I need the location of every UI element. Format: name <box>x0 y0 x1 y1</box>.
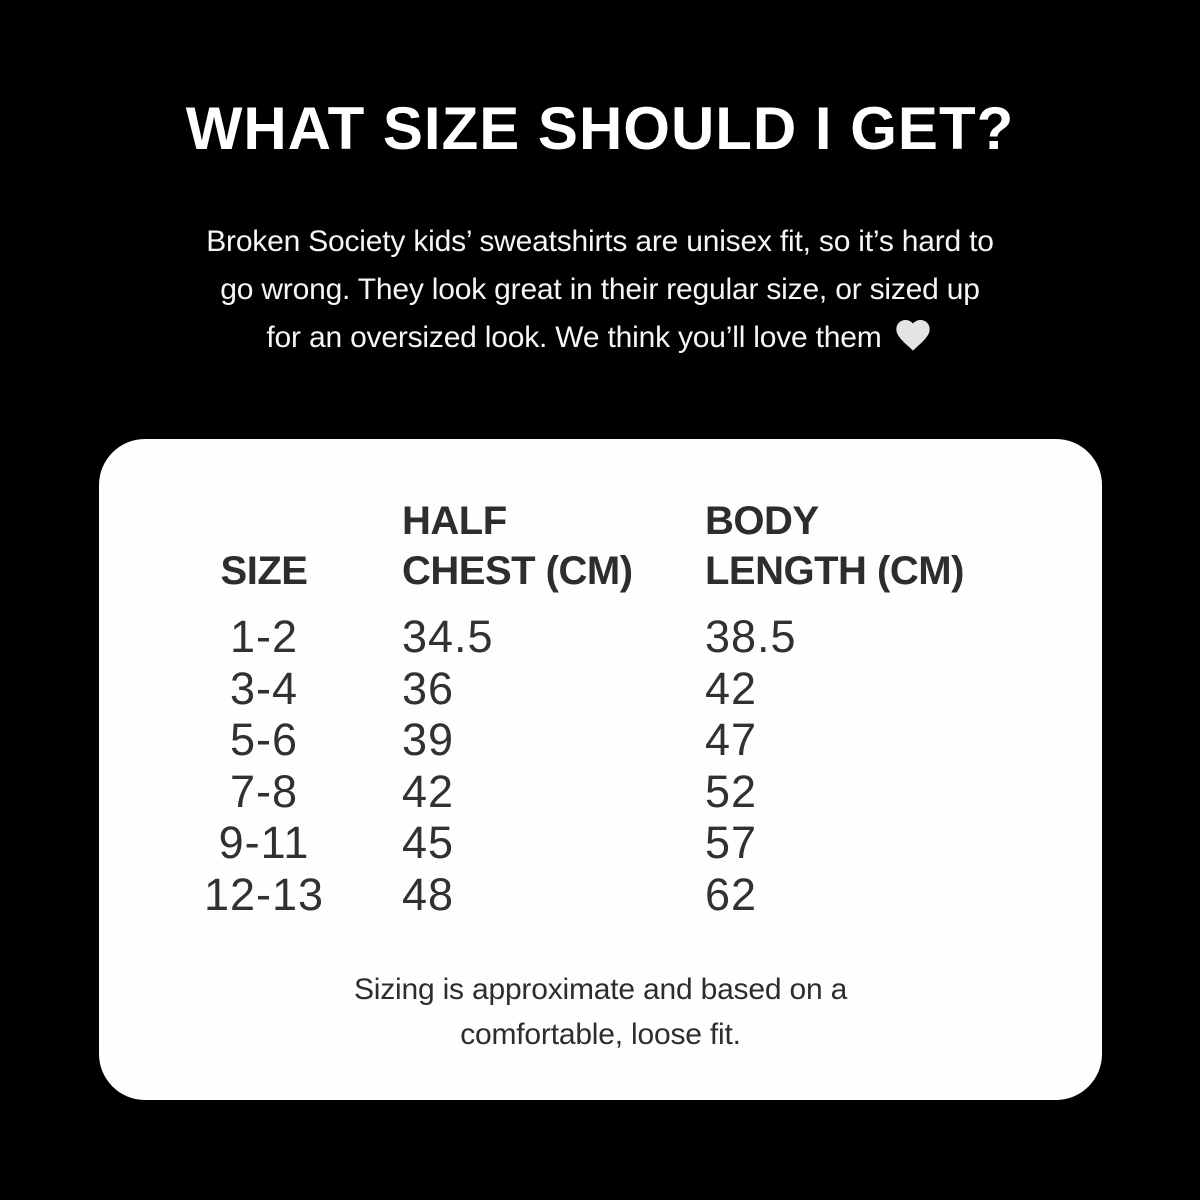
table-row <box>159 869 1035 921</box>
cell-body-length: 47 <box>705 714 758 765</box>
cell-body-length: 52 <box>705 765 758 817</box>
cell-size: 12-13 <box>203 868 325 920</box>
cell-half-chest: 39 <box>402 714 455 765</box>
cell-size: 1-2 <box>229 611 299 662</box>
table-row <box>159 817 1035 869</box>
intro-line-text: for an oversized look. We think you’ll love them <box>266 321 882 354</box>
cell-size: 5-6 <box>229 714 299 765</box>
column-header-line: LENGTH (CM) <box>705 549 964 593</box>
table-header-row <box>159 496 1035 596</box>
cell-size: 7-8 <box>229 765 299 817</box>
intro-line: Broken Society kids’ sweatshirts are unisex fit, so it’s hard to <box>206 225 994 258</box>
cell-half-chest: 34.5 <box>402 611 494 662</box>
intro-line: go wrong. They look great in their regular size, or sized up <box>220 273 980 306</box>
cell-body-length: 57 <box>705 817 758 868</box>
table-row <box>159 714 1035 766</box>
column-header-line: HALF <box>402 499 507 543</box>
table-row <box>159 663 1035 715</box>
cell-half-chest: 42 <box>402 765 455 817</box>
column-header-size: SIZE <box>220 549 308 593</box>
column-header-line: BODY <box>705 499 819 543</box>
intro-paragraph <box>0 218 1200 362</box>
sizing-note-line: comfortable, loose fit. <box>460 1018 741 1051</box>
cell-size: 9-11 <box>218 817 310 868</box>
column-header-body-length <box>705 496 1035 596</box>
table-row <box>159 611 1035 663</box>
cell-half-chest: 36 <box>402 662 455 714</box>
cell-body-length: 42 <box>705 662 758 714</box>
cell-half-chest: 45 <box>402 817 455 868</box>
cell-half-chest: 48 <box>402 868 455 920</box>
white-heart-icon <box>892 315 934 355</box>
sizing-note <box>99 967 1102 1057</box>
size-chart-card <box>99 439 1102 1100</box>
cell-body-length: 38.5 <box>705 611 797 662</box>
table-row <box>159 766 1035 818</box>
cell-body-length: 62 <box>705 868 758 920</box>
cell-size: 3-4 <box>229 662 299 714</box>
sizing-note-line: Sizing is approximate and based on a <box>353 973 848 1006</box>
column-header-half-chest <box>402 496 672 596</box>
column-header-line: CHEST (CM) <box>402 549 633 593</box>
size-table <box>159 496 1035 920</box>
intro-line <box>0 314 1200 362</box>
page-title: WHAT SIZE SHOULD I GET? <box>185 95 1015 162</box>
table-body <box>159 611 1035 920</box>
